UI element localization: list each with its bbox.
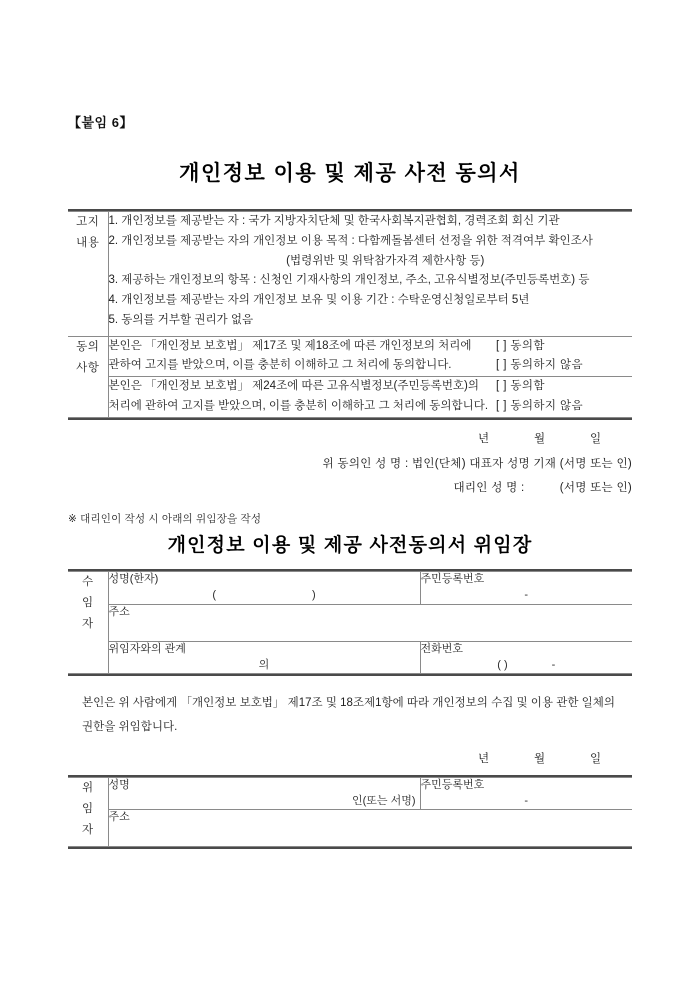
delegator-side-label-3: 자 bbox=[81, 824, 94, 837]
checkbox-disagree-1[interactable]: [ ] 동의하지 않음 bbox=[496, 359, 584, 372]
rrn-dash: - bbox=[524, 794, 529, 807]
relation-particle: 의 bbox=[258, 658, 270, 671]
notice-label-line2: 내용 bbox=[76, 237, 100, 250]
agent-note: ※ 대리인이 작성 시 아래의 위임장을 작성 bbox=[68, 512, 262, 525]
attachment-tag: 【붙임 6】 bbox=[68, 115, 133, 130]
consent-label-line1: 동의 bbox=[76, 340, 100, 353]
table-row-delegator-address bbox=[68, 810, 632, 847]
notice-item-5: 5. 동의를 거부할 권리가 없음 bbox=[108, 313, 254, 326]
delegation-date-day-label: 일 bbox=[590, 752, 602, 765]
notice-item-4: 4. 개인정보를 제공받는 자의 개인정보 보유 및 이용 기간 : 수탁운영신청일로부터 5년 bbox=[108, 294, 530, 307]
delegation-statement-line2: 권한을 위임합니다. bbox=[82, 721, 178, 733]
consenter-signature-line bbox=[68, 455, 632, 471]
agent-signature-line bbox=[68, 479, 632, 495]
delegate-table bbox=[68, 569, 632, 677]
table-row-delegator-name bbox=[68, 777, 632, 810]
consent-label-cell bbox=[68, 336, 108, 417]
table-row-delegate-relation bbox=[68, 641, 632, 674]
delegate-side-label-1: 수 bbox=[81, 575, 94, 588]
delegate-phone-caption: 전화번호 bbox=[420, 642, 464, 655]
delegator-address-caption: 주소 bbox=[108, 811, 130, 824]
delegate-side-label-2: 임 bbox=[81, 596, 94, 609]
notice-item-3: 3. 제공하는 개인정보의 항목 : 신청인 기재사항의 개인정보, 주소, 고유식별정보(주민등록번호) 등 bbox=[108, 274, 590, 287]
delegation-date-line bbox=[68, 750, 632, 766]
consent-options-2 bbox=[496, 377, 632, 418]
notice-item-2: 2. 개인정보를 제공받는 자의 개인정보 이용 목적 : 다함께돌봄센터 선정을 위한 적격여부 확인조사 bbox=[108, 234, 593, 247]
notice-item-1: 1. 개인정보를 제공받는 자 : 국가 지방자치단체 및 한국사회복지관협회, 경력조회 회신 기관 bbox=[108, 215, 560, 227]
delegate-rrn-field[interactable] bbox=[420, 571, 632, 604]
delegate-side-label bbox=[68, 571, 108, 674]
consent-text-2-line1: 본인은 「개인정보 보호법」 제24조에 따른 고유식별정보(주민등록번호)의 bbox=[108, 380, 479, 393]
delegation-date-month-label: 월 bbox=[534, 752, 546, 765]
delegate-relation-field[interactable] bbox=[108, 641, 420, 674]
notice-label-cell bbox=[68, 212, 108, 337]
date-day-label: 일 bbox=[590, 432, 602, 445]
consent-label-line2: 사항 bbox=[76, 361, 100, 374]
delegate-relation-input[interactable] bbox=[109, 657, 420, 674]
paren-close: ) bbox=[312, 589, 316, 602]
delegate-rrn-input[interactable] bbox=[421, 587, 633, 604]
delegator-side-label-2: 임 bbox=[81, 802, 94, 815]
checkbox-agree-1[interactable]: [ ] 동의함 bbox=[496, 339, 545, 352]
delegator-side-label-1: 위 bbox=[81, 781, 94, 794]
table-row-consent-2 bbox=[68, 377, 632, 418]
delegator-rrn-caption: 주민등록번호 bbox=[420, 778, 485, 791]
delegator-name-caption: 성명 bbox=[108, 778, 130, 791]
agent-seal-hint: (서명 또는 인) bbox=[559, 481, 632, 494]
delegate-name-caption: 성명(한자) bbox=[108, 572, 159, 585]
delegator-rrn-input[interactable] bbox=[421, 793, 633, 810]
delegate-phone-input[interactable] bbox=[421, 657, 633, 674]
delegator-side-label bbox=[68, 777, 108, 847]
phone-area-paren: ( ) bbox=[497, 658, 508, 671]
agent-label: 대리인 성 명 : bbox=[453, 481, 525, 494]
checkbox-agree-2[interactable]: [ ] 동의함 bbox=[496, 380, 545, 393]
page-title: 개인정보 이용 및 제공 사전 동의서 bbox=[179, 162, 521, 185]
consent-text-1-line2: 관하여 고지를 받았으며, 이를 충분히 이해하고 그 처리에 동의합니다. bbox=[108, 359, 452, 372]
delegation-statement bbox=[68, 692, 632, 739]
paren-open: ( bbox=[212, 589, 216, 602]
phone-dash: - bbox=[551, 658, 556, 671]
checkbox-disagree-2[interactable]: [ ] 동의하지 않음 bbox=[496, 399, 584, 412]
delegate-address-caption: 주소 bbox=[108, 605, 130, 618]
date-month-label: 월 bbox=[534, 432, 546, 445]
delegation-date-year-label: 년 bbox=[478, 752, 490, 765]
consenter-value: 법인(단체) 대표자 성명 기재 bbox=[411, 457, 557, 470]
table-row-notice bbox=[68, 212, 632, 337]
delegate-relation-caption: 위임자와의 관계 bbox=[108, 642, 186, 655]
notice-content-cell bbox=[108, 212, 632, 337]
delegate-address-field[interactable] bbox=[108, 604, 632, 641]
consent-text-1 bbox=[108, 336, 496, 377]
consenter-seal-hint: (서명 또는 인) bbox=[559, 457, 632, 470]
consent-form-table bbox=[68, 209, 632, 420]
delegate-rrn-caption: 주민등록번호 bbox=[420, 572, 485, 585]
consent-options-1 bbox=[496, 336, 632, 377]
table-row-delegate-address bbox=[68, 604, 632, 641]
delegate-name-hanja-input[interactable] bbox=[109, 587, 420, 604]
notice-label-line1: 고지 bbox=[76, 216, 100, 228]
delegate-side-label-3: 자 bbox=[81, 618, 94, 631]
delegator-seal-hint: 인(또는 서명) bbox=[351, 794, 416, 807]
delegation-title: 개인정보 이용 및 제공 사전동의서 위임장 bbox=[167, 534, 533, 556]
date-year-label: 년 bbox=[478, 432, 490, 445]
rrn-dash: - bbox=[524, 589, 529, 602]
table-row-delegate-name bbox=[68, 571, 632, 604]
consent-text-2-line2: 처리에 관하여 고지를 받았으며, 이를 충분히 이해하고 그 처리에 동의합니다. bbox=[108, 399, 489, 412]
delegator-table bbox=[68, 775, 632, 850]
delegate-phone-field[interactable] bbox=[420, 641, 632, 674]
delegate-name-field[interactable] bbox=[108, 571, 420, 604]
consent-date-line bbox=[68, 430, 632, 446]
consent-text-1-line1: 본인은 「개인정보 보호법」 제17조 및 제18조에 따른 개인정보의 처리에 bbox=[108, 339, 472, 352]
delegator-rrn-field[interactable] bbox=[420, 777, 632, 810]
document-content bbox=[68, 0, 632, 849]
table-row-consent-1 bbox=[68, 336, 632, 377]
delegation-statement-line1: 본인은 위 사람에게 「개인정보 보호법」 제17조 및 18조제1항에 따라 개인정보의 수집 및 이용 관한 일체의 bbox=[82, 697, 615, 710]
consenter-label: 위 동의인 성 명 : bbox=[322, 457, 409, 470]
notice-item-2-cont: (법령위반 및 위탁참가자격 제한사항 등) bbox=[286, 254, 485, 267]
delegator-name-field[interactable] bbox=[108, 777, 420, 810]
consent-text-2 bbox=[108, 377, 496, 418]
delegator-address-field[interactable] bbox=[108, 810, 632, 847]
